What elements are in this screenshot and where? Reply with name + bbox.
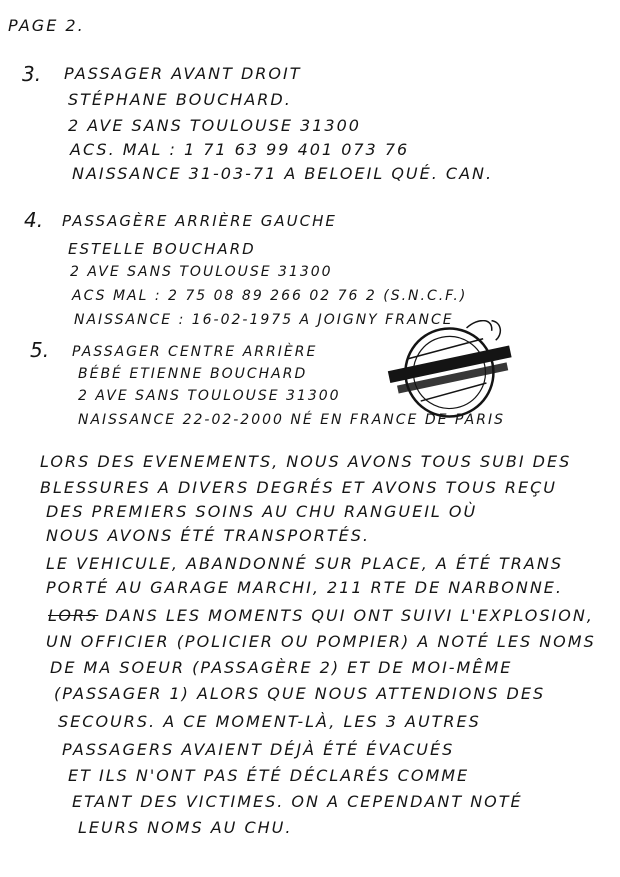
police-stamp [372, 320, 532, 430]
paragraph-2-line-2: PORTÉ AU GARAGE MARCHI, 211 RTE DE NARBONNE. [46, 578, 563, 597]
passenger-4-birth: NAISSANCE : 16-02-1975 A JOIGNY FRANCE [74, 312, 454, 328]
passenger-5-seat: PASSAGER CENTRE ARRIÈRE [72, 344, 318, 360]
passenger-4-address: 2 AVE SANS TOULOUSE 31300 [70, 264, 333, 280]
passenger-5-number: 5. [30, 338, 50, 362]
paragraph-1-line-4: NOUS AVONS ÉTÉ TRANSPORTÉS. [46, 526, 370, 545]
passenger-4-number: 4. [24, 208, 44, 232]
passenger-3-address: 2 AVE SANS TOULOUSE 31300 [68, 116, 361, 135]
passenger-4-insurance: ACS MAL : 2 75 08 89 266 02 76 2 (S.N.C.F.) [72, 288, 468, 304]
passenger-5-birth: NAISSANCE 22-02-2000 NÉ EN FRANCE DE PARIS [78, 412, 505, 428]
paragraph-3-line-9: LEURS NOMS AU CHU. [78, 818, 293, 837]
struck-word: LORS [48, 606, 99, 625]
passenger-4-name: ESTELLE BOUCHARD [68, 240, 256, 258]
paragraph-3-line-6: PASSAGERS AVAIENT DÉJÀ ÉTÉ ÉVACUÉS [62, 740, 455, 759]
passenger-3-insurance: ACS. MAL : 1 71 63 99 401 073 76 [70, 140, 410, 159]
passenger-3-seat: PASSAGER AVANT DROIT [64, 64, 302, 83]
paragraph-3-line-8: ETANT DES VICTIMES. ON A CEPENDANT NOTÉ [72, 792, 523, 811]
paragraph-3-line-7: ET ILS N'ONT PAS ÉTÉ DÉCLARÉS COMME [68, 766, 470, 785]
page-label: PAGE 2. [8, 16, 85, 35]
paragraph-2-line-1: LE VEHICULE, ABANDONNÉ SUR PLACE, A ÉTÉ TRANS [46, 554, 563, 573]
paragraph-3-line-2: UN OFFICIER (POLICIER OU POMPIER) A NOTÉ LES NOMS [46, 632, 596, 651]
passenger-3-birth: NAISSANCE 31-03-71 A BELOEIL QUÉ. CAN. [72, 164, 494, 183]
paragraph-3-line-3: DE MA SOEUR (PASSAGÈRE 2) ET DE MOI-MÊME [50, 658, 513, 677]
passenger-4-seat: PASSAGÈRE ARRIÈRE GAUCHE [62, 212, 337, 230]
paragraph-3-line-1-text: DANS LES MOMENTS QUI ONT SUIVI L'EXPLOSION, [105, 606, 594, 625]
paragraph-1-line-3: DES PREMIERS SOINS AU CHU RANGUEIL OÙ [46, 502, 478, 521]
passenger-3-name: STÉPHANE BOUCHARD. [68, 90, 292, 109]
paragraph-1-line-2: BLESSURES A DIVERS DEGRÉS ET AVONS TOUS REÇU [40, 478, 557, 497]
passenger-5-name: BÉBÉ ETIENNE BOUCHARD [78, 366, 308, 382]
paragraph-3-line-1 [48, 606, 594, 625]
passenger-3-number: 3. [22, 62, 42, 86]
passenger-5-address: 2 AVE SANS TOULOUSE 31300 [78, 388, 341, 404]
paragraph-1-line-1: LORS DES EVENEMENTS, NOUS AVONS TOUS SUBI DES [40, 452, 572, 471]
paragraph-3-line-4: (PASSAGER 1) ALORS QUE NOUS ATTENDIONS DES [54, 684, 546, 703]
paragraph-3-line-5: SECOURS. A CE MOMENT-LÀ, LES 3 AUTRES [58, 712, 481, 731]
